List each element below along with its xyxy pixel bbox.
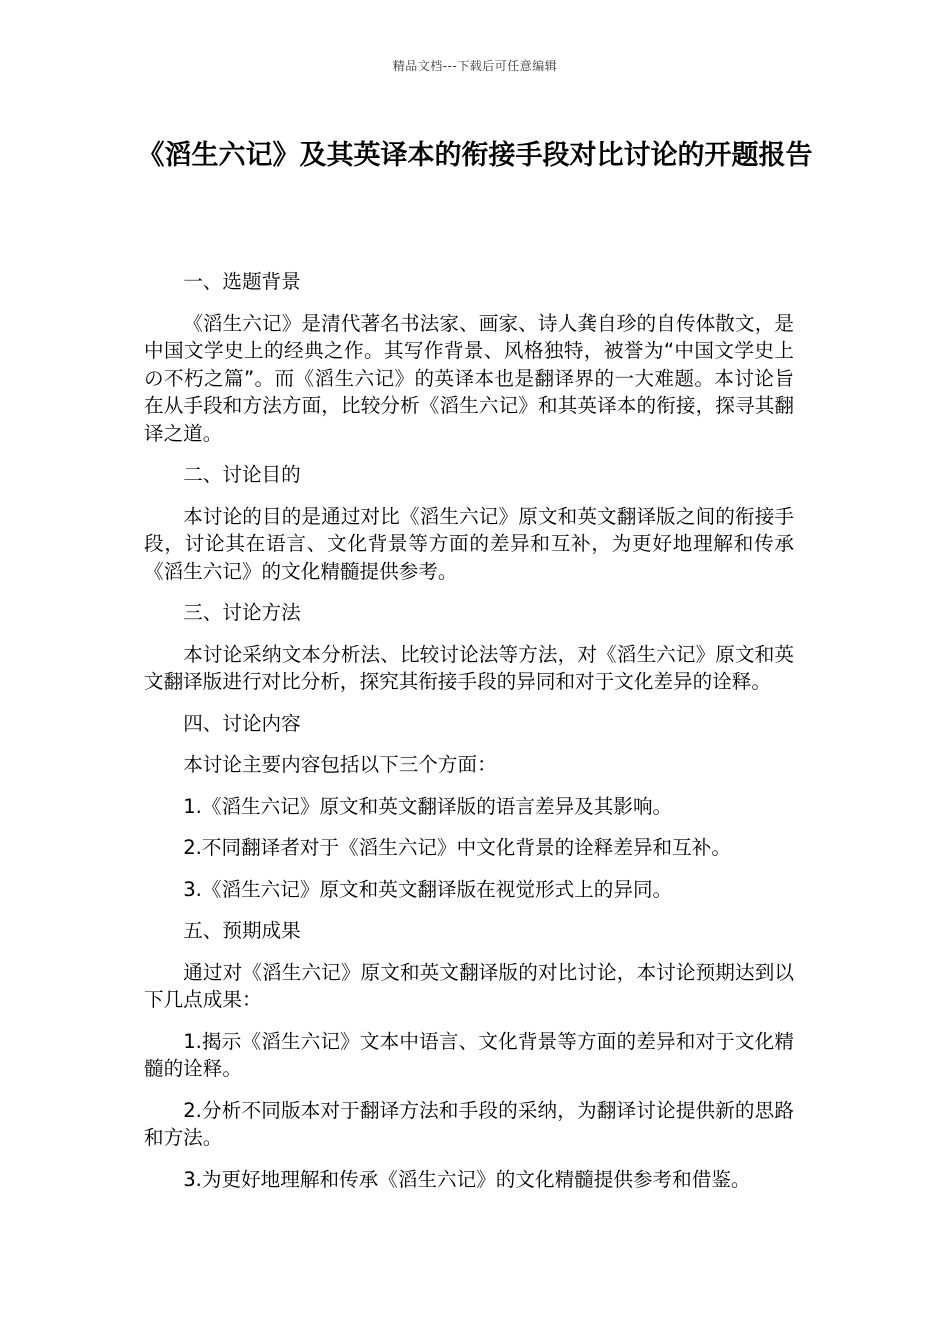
section-heading-content: 四、讨论内容 — [183, 711, 301, 735]
list-item-results-2: 2.分析不同版本对于翻译方法和手段的采纳，为翻译讨论提供新的思路和方法。 — [144, 1098, 794, 1149]
paragraph-background: 《滔生六记》是清代著名书法家、画家、诗人龚自珍的自传体散文，是中国文学史上的经典之作。其写作背景、风格独特，被誉为“中国文学史上の不朽之篇”。而《滔生六记》的英译本也是翻译界的一大难题。本讨论旨在从手段和方法方面，比较分析《滔生六记》和其英译本的衔接，探寻其翻译之道。 — [144, 311, 794, 445]
section-heading-background: 一、选题背景 — [183, 270, 301, 293]
document-body — [144, 268, 794, 1207]
paragraph-method: 本讨论采纳文本分析法、比较讨论法等方法，对《滔生六记》原文和英文翻译版进行对比分析，探究其衔接手段的异同和对于文化差异的诠释。 — [144, 642, 794, 693]
page-header: 精品文档---下载后可任意编辑 — [392, 59, 558, 73]
list-item-content-2: 2.不同翻译者对于《滔生六记》中文化背景的诠释差异和互补。 — [183, 836, 731, 859]
section-heading-results: 五、预期成果 — [183, 919, 301, 942]
document-title: 《滔生六记》及其英译本的衔接手段对比讨论的开题报告 — [137, 140, 813, 171]
section-heading-purpose: 二、讨论目的 — [183, 463, 301, 486]
list-item-content-3: 3.《滔生六记》原文和英文翻译版在视觉形式上的异同。 — [183, 877, 673, 901]
list-item-results-3: 3.为更好地理解和传承《滔生六记》的文化精髓提供参考和借鉴。 — [183, 1167, 751, 1191]
paragraph-purpose: 本讨论的目的是通过对比《滔生六记》原文和英文翻译版之间的衔接手段，讨论其在语言、文化背景等方面的差异和互补，为更好地理解和传承《滔生六记》的文化精髓提供参考。 — [144, 504, 794, 583]
list-item-content-1: 1.《滔生六记》原文和英文翻译版的语言差异及其影响。 — [183, 794, 673, 818]
section-heading-method: 三、讨论方法 — [183, 601, 301, 624]
paragraph-content-intro: 本讨论主要内容包括以下三个方面： — [183, 753, 497, 776]
paragraph-results-intro: 通过对《滔生六记》原文和英文翻译版的对比讨论，本讨论预期达到以下几点成果： — [144, 960, 794, 1011]
list-item-results-1: 1.揭示《滔生六记》文本中语言、文化背景等方面的差异和对于文化精髓的诠释。 — [144, 1029, 794, 1080]
